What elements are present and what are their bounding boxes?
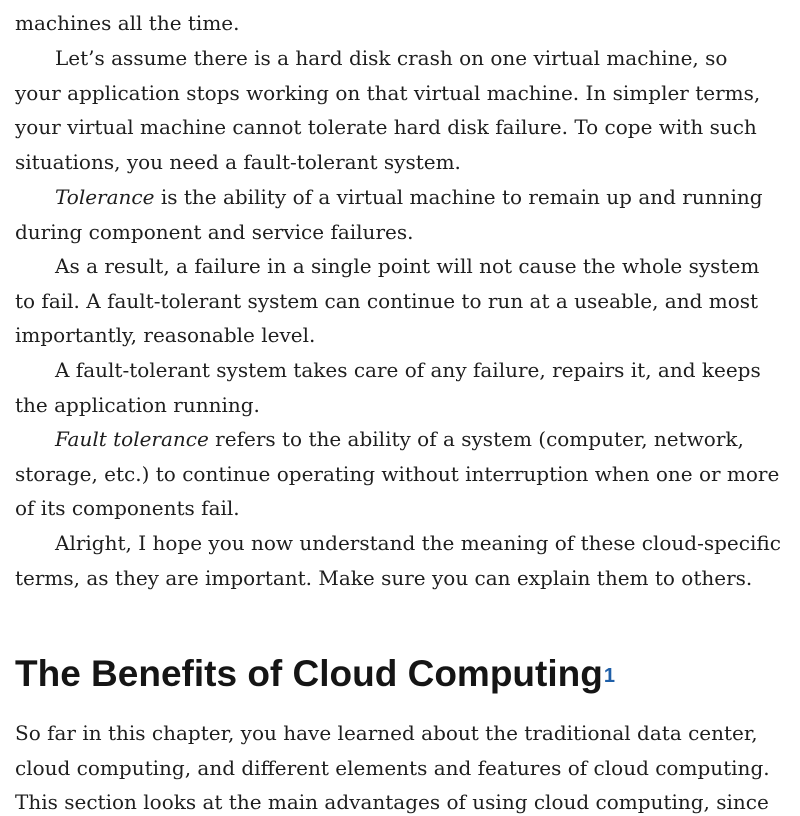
text-line: during component and service failures.	[15, 220, 414, 244]
text-line: your application stops working on that virtual machine. In simpler terms,	[15, 81, 761, 105]
text-line	[55, 183, 763, 211]
section-title: The Benefits of Cloud Computing	[15, 653, 603, 694]
text-line: storage, etc.) to continue operating without interruption when one or more	[15, 462, 780, 486]
text-line: This section looks at the main advantages of using cloud computing, since	[15, 790, 769, 814]
text-line: Let’s assume there is a hard disk crash on one virtual machine, so	[55, 46, 728, 70]
text-line: importantly, reasonable level.	[15, 323, 316, 347]
text-span: refers to the ability of a system (computer, network,	[208, 427, 744, 451]
text-line: your virtual machine cannot tolerate hard disk failure. To cope with such	[15, 115, 757, 139]
text-line: As a result, a failure in a single point will not cause the whole system	[55, 254, 760, 278]
text-line: to fail. A fault-tolerant system can continue to run at a useable, and most	[15, 289, 759, 313]
text-line: situations, you need a fault-tolerant system.	[15, 150, 461, 174]
footnote-ref-link[interactable]: 1	[603, 665, 615, 687]
text-line: cloud computing, and different elements and features of cloud computing.	[15, 756, 770, 780]
text-span: is the ability of a virtual machine to remain up and running	[154, 185, 763, 209]
text-line: of its components fail.	[15, 496, 240, 520]
term-fault-tolerance: Fault tolerance	[55, 427, 209, 451]
text-line: Alright, I hope you now understand the meaning of these cloud-specific	[55, 531, 781, 555]
text-line: So far in this chapter, you have learned about the traditional data center,	[15, 721, 758, 745]
text-line: machines all the time.	[15, 11, 240, 35]
text-line: A fault-tolerant system takes care of any failure, repairs it, and keeps	[55, 358, 761, 382]
section-heading	[15, 648, 615, 700]
text-line: the application running.	[15, 393, 260, 417]
term-tolerance: Tolerance	[55, 185, 155, 209]
text-line: terms, as they are important. Make sure you can explain them to others.	[15, 566, 753, 590]
text-line	[55, 425, 744, 453]
